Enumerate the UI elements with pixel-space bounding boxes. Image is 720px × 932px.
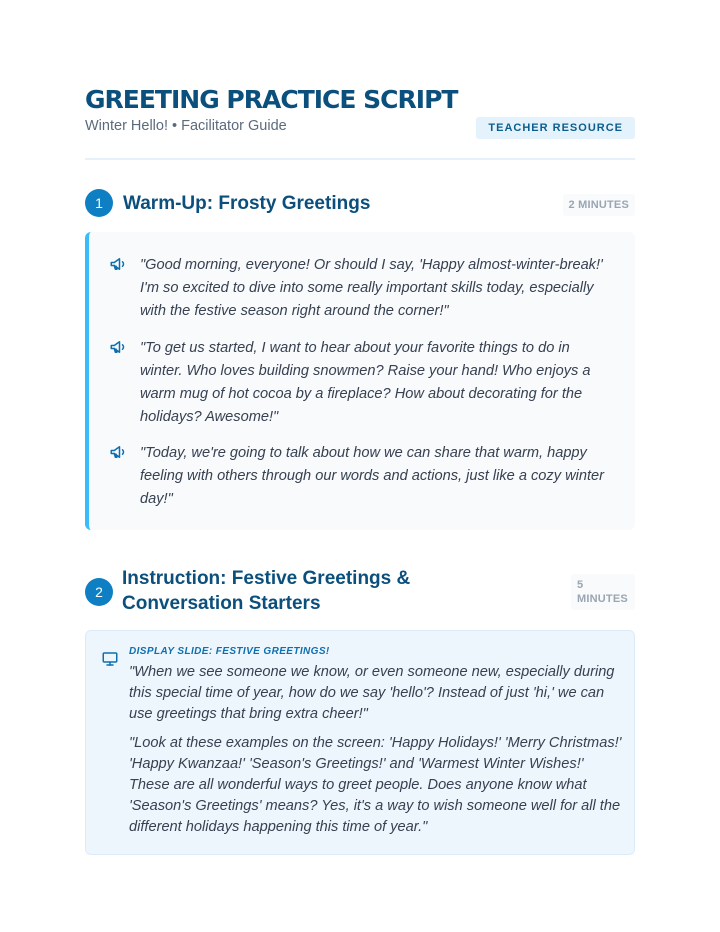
section-title: Instruction: Festive Greetings & Conversation Starters [122, 568, 411, 614]
section-2-header [85, 566, 635, 618]
duration-badge: 2 MINUTES [563, 194, 635, 216]
page-title: GREETING PRACTICE SCRIPT [85, 85, 458, 114]
section-number-badge: 2 [85, 578, 113, 606]
monitor-icon [101, 650, 119, 668]
script-line-text: "Good morning, everyone! Or should I say, 'Happy almost-winter-break!' I'm so excited to dive into some really important skills today, especially with the festive season right around the corner!" [140, 257, 603, 319]
script-paragraph: "When we see someone we know, or even someone new, especially during this special time of year, how do we say 'hello'? Instead of just 'hi,' we can use greetings that bring extra cheer!" [129, 664, 615, 722]
page-subtitle: Winter Hello! • Facilitator Guide [85, 118, 287, 134]
section-1-header [85, 188, 635, 218]
document-page [85, 85, 635, 835]
script-line-text: "To get us started, I want to hear about your favorite things to do in winter. Who loves building snowmen? Raise your hand! Who enjoys a warm mug of hot cocoa by a fireplace? How about decorating for the holidays? Awesome!" [140, 340, 591, 425]
megaphone-icon [109, 338, 127, 356]
document-header [85, 86, 635, 160]
script-box [85, 232, 635, 530]
resource-badge: TEACHER RESOURCE [476, 117, 635, 139]
section-number-badge: 1 [85, 189, 113, 217]
script-paragraph: "Look at these examples on the screen: 'Happy Holidays!' 'Merry Christmas!' 'Happy Kwanzaa!' 'Season's Greetings!' and 'Warmest Winter Wishes!' These are all wonderful ways to greet people. Does anyone know what 'Season's Greetings' means? Yes, it's a way to wish someone well for all the different holidays happening this time of year." [129, 735, 622, 835]
slide-label: DISPLAY SLIDE: FESTIVE GREETINGS! [129, 646, 330, 657]
script-line-text: "Today, we're going to talk about how we can share that warm, happy feeling with others through our words and actions, just like a cozy winter day!" [140, 445, 604, 507]
slide-box [85, 630, 635, 855]
duration-badge: 5 MINUTES [571, 574, 635, 610]
megaphone-icon [109, 443, 127, 461]
megaphone-icon [109, 255, 127, 273]
section-title: Warm-Up: Frosty Greetings [123, 193, 371, 214]
